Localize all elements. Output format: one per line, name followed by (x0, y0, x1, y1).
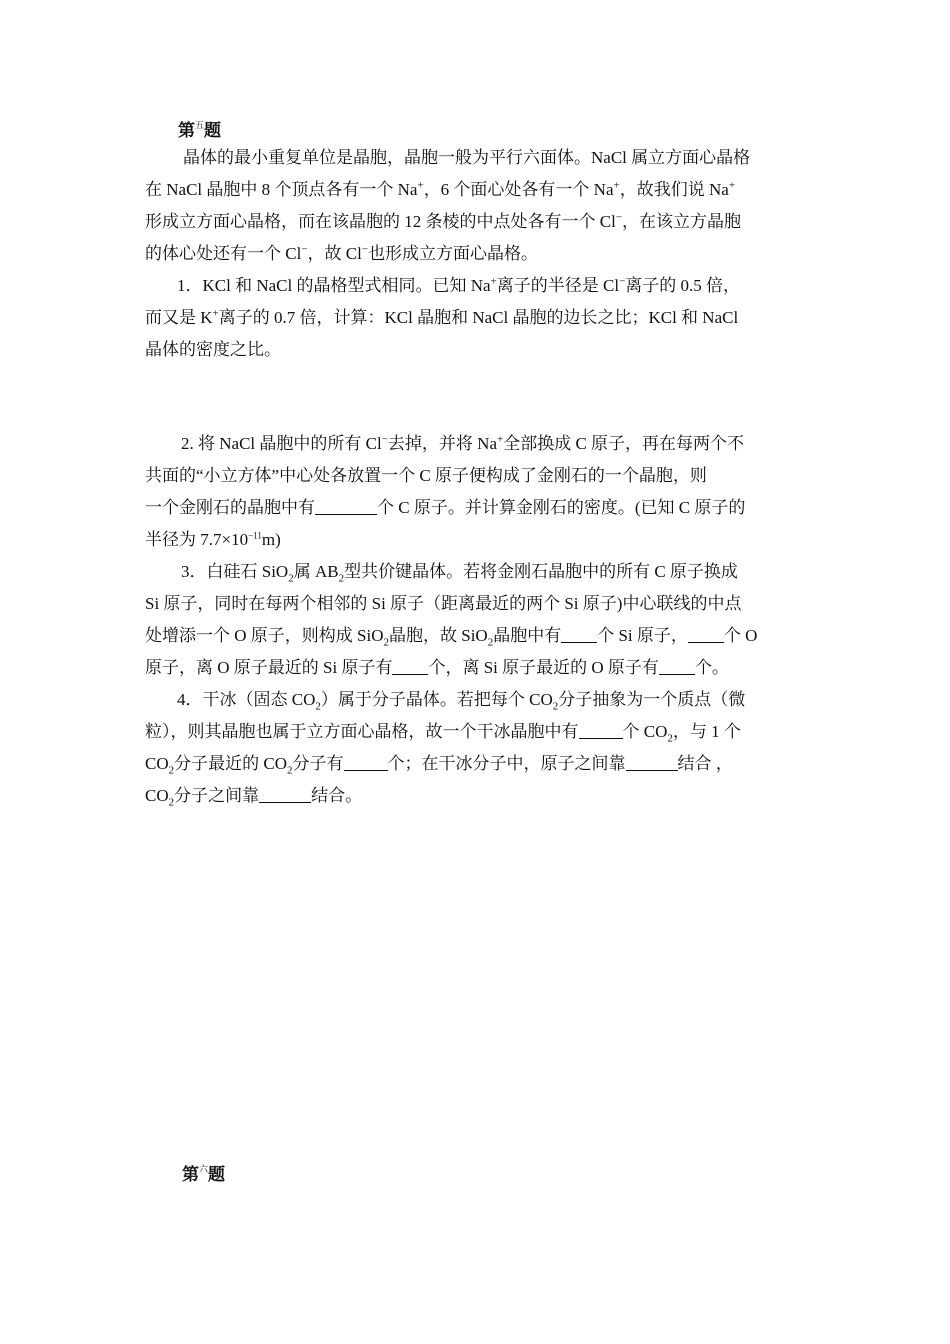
q3-line-4 (145, 652, 815, 684)
subscript: 2 (667, 732, 673, 745)
q4-line-4 (145, 780, 815, 812)
text: 个 O (723, 626, 758, 645)
question-2 (145, 428, 815, 556)
text: 形成立方面心晶格，而在该晶胞的 12 条棱的中点处各有一个 Cl (145, 212, 616, 231)
subscript: 2 (383, 636, 389, 649)
answer-blank[interactable] (659, 656, 695, 675)
text: 离子的半径是 Cl (496, 276, 620, 295)
text: 离子的 0.7 倍，计算：KCl 晶胞和 NaCl 晶胞的边长之比；KCl 和 NaCl (218, 308, 739, 327)
text: 分子有 (292, 754, 344, 773)
answer-blank[interactable] (579, 720, 623, 739)
q3-line-2 (145, 588, 815, 620)
intro-line-2 (145, 174, 815, 206)
q2-line-1 (145, 428, 815, 460)
text: 晶体的最小重复单位是晶胞，晶胞一般为平行六面体。NaCl 属立方面心晶格 (183, 148, 751, 167)
heading-suffix: 题 (208, 1165, 226, 1184)
heading-prefix: 第 (182, 1165, 199, 1184)
intro-line-1 (145, 142, 815, 174)
charge: − (361, 243, 369, 256)
intro-paragraph (145, 142, 815, 270)
text: 分子最近的 CO (174, 754, 287, 773)
q2-line-2 (145, 460, 815, 492)
q3-line-3 (145, 620, 815, 652)
text: 2. 将 NaCl 晶胞中的所有 Cl (181, 434, 382, 453)
charge: + (417, 179, 424, 192)
charge: + (212, 307, 219, 320)
text: ，故我们说 Na (619, 180, 729, 199)
text: 也形成立方面心晶格。 (368, 244, 539, 263)
answer-blank[interactable] (259, 784, 311, 803)
text: 离子的 0.5 倍， (625, 276, 741, 295)
text: 晶胞，故 SiO (388, 626, 488, 645)
subscript: 2 (287, 764, 293, 777)
text: 晶胞中有 (493, 626, 562, 645)
text: CO (145, 754, 169, 773)
text: ，故 Cl (307, 244, 362, 263)
heading-number: 六 (199, 1164, 209, 1174)
text: 型共价键晶体。若将金刚石晶胞中的所有 C 原子换成 (344, 562, 738, 581)
heading-suffix: 题 (204, 121, 222, 140)
text: ）属于分子晶体。若把每个 CO (320, 690, 553, 709)
q3-line-1 (145, 556, 815, 588)
answer-blank[interactable] (315, 496, 377, 515)
text: Si 原子，同时在每两个相邻的 Si 原子（距离最近的两个 Si 原子)中心联线的中点 (145, 594, 742, 613)
subscript: 2 (338, 572, 345, 585)
text: 3．白硅石 SiO (181, 562, 289, 581)
question-3 (145, 556, 815, 684)
text: ，与 1 个 (672, 722, 741, 741)
heading-prefix: 第 (178, 121, 195, 140)
text: ，6 个面心处各有一个 Na (423, 180, 614, 199)
text: 属 AB (293, 562, 339, 581)
intro-line-3 (145, 206, 815, 238)
exponent: −11 (248, 530, 262, 541)
subscript: 2 (168, 764, 175, 777)
q2-line-4 (145, 524, 815, 556)
charge: − (615, 211, 623, 224)
text: 个。 (694, 658, 729, 677)
q2-line-3 (145, 492, 815, 524)
question-6-heading (182, 1160, 225, 1185)
charge: + (490, 275, 497, 288)
text: CO (145, 786, 169, 805)
answer-blank[interactable] (626, 752, 678, 771)
charge: + (497, 433, 504, 446)
text: 粒），则其晶胞也属于立方面心晶格，故一个干冰晶胞中有 (145, 722, 579, 741)
text: 晶体的密度之比。 (145, 340, 281, 359)
text: 原子，离 O 原子最近的 Si 原子有 (145, 658, 393, 677)
answer-blank[interactable] (561, 624, 597, 643)
text: m) (261, 530, 281, 549)
text: 个 C 原子。并计算金刚石的密度。(已知 C 原子的 (377, 498, 746, 517)
text: 个；在干冰分子中，原子之间靠 (387, 754, 626, 773)
text: 全部换成 C 原子，再在每两个不 (503, 434, 745, 453)
text: 个 Si 原子， (597, 626, 688, 645)
text: 结合 ， (677, 754, 733, 773)
text: 结合。 (311, 786, 363, 805)
charge: − (301, 243, 308, 256)
text: 一个金刚石的晶胞中有 (145, 498, 315, 517)
text: 而又是 K (145, 308, 213, 327)
subscript: 2 (315, 700, 321, 713)
text: 去掉，并将 Na (387, 434, 497, 453)
q4-line-1 (145, 684, 815, 716)
answer-blank[interactable] (344, 752, 388, 771)
intro-line-4 (145, 238, 815, 270)
q1-line-2 (145, 302, 815, 334)
text: ，在该立方晶胞 (622, 212, 742, 231)
charge: − (381, 433, 388, 446)
heading-number: 五 (195, 120, 205, 130)
answer-blank[interactable] (392, 656, 428, 675)
question-5-heading (178, 116, 221, 141)
text: 个，离 Si 原子最近的 O 原子有 (428, 658, 659, 677)
text: 的体心处还有一个 Cl (145, 244, 302, 263)
q1-line-3 (145, 334, 815, 366)
charge: − (619, 275, 626, 288)
subscript: 2 (487, 636, 494, 649)
charge: + (728, 179, 736, 192)
text: 分子之间靠 (174, 786, 260, 805)
text: 4．干冰（固态 CO (177, 690, 316, 709)
text: 1．KCl 和 NaCl 的晶格型式相同。已知 Na (177, 276, 491, 295)
text: 共面的“小立方体”中心处各放置一个 C 原子便构成了金刚石的一个晶胞，则 (145, 466, 707, 485)
subscript: 2 (552, 700, 559, 713)
text: 分子抽象为一个质点（微 (558, 690, 746, 709)
text: 半径为 7.7×10 (145, 530, 249, 549)
q1-line-1 (145, 270, 815, 302)
text: 处增添一个 O 原子，则构成 SiO (145, 626, 384, 645)
answer-blank[interactable] (688, 624, 724, 643)
charge: + (613, 179, 620, 192)
text: 在 NaCl 晶胞中 8 个顶点各有一个 Na (145, 180, 418, 199)
subscript: 2 (288, 572, 294, 585)
q4-line-3 (145, 748, 815, 780)
q4-line-2 (145, 716, 815, 748)
question-4 (145, 684, 815, 812)
subscript: 2 (168, 796, 175, 809)
question-1 (145, 270, 815, 366)
text: 个 CO (622, 722, 668, 741)
